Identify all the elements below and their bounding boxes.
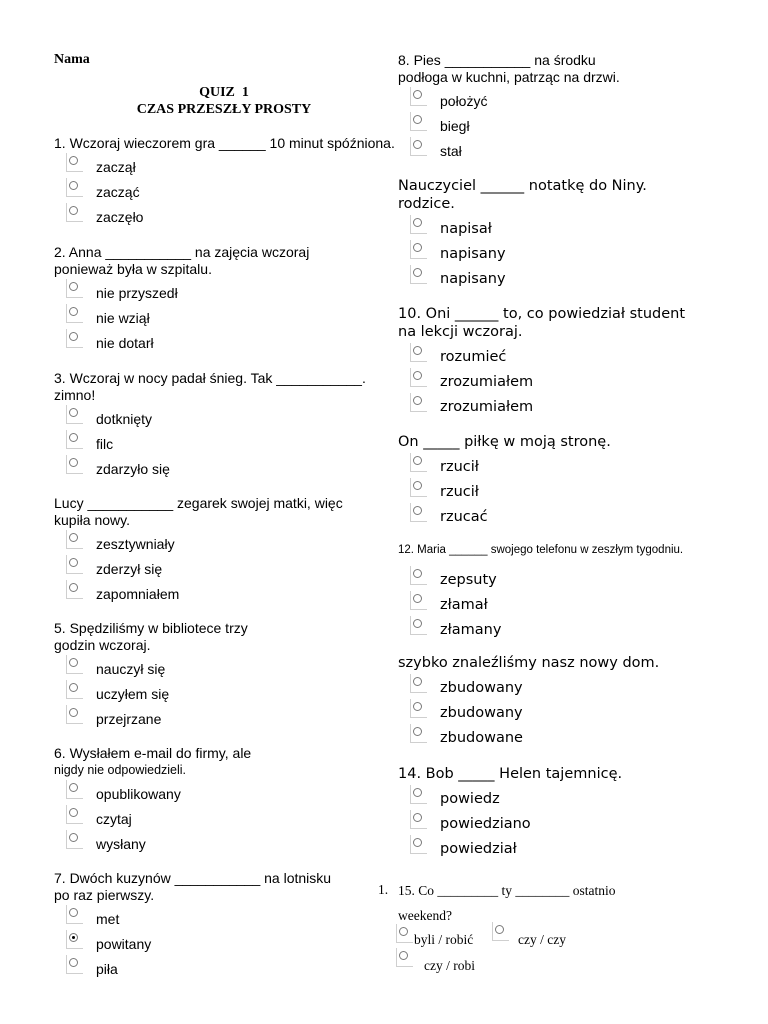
question-text: 14. Bob _____ Helen tajemnicę. [398,766,623,782]
radio-button[interactable] [68,707,82,725]
radio-button[interactable] [412,455,426,473]
option[interactable] [68,331,154,355]
option[interactable] [412,139,462,163]
selected-dot-icon [72,936,75,939]
option-label: nie dotarł [96,335,154,351]
radio-button[interactable] [412,676,426,694]
radio-button[interactable] [68,807,82,825]
option-label: zacząć [96,184,140,200]
radio-button[interactable] [68,582,82,600]
radio-button[interactable] [412,267,426,285]
option[interactable] [412,568,497,592]
option-label: filc [96,436,114,452]
radio-button[interactable] [412,242,426,260]
option[interactable] [68,306,150,330]
radio-button[interactable] [412,787,426,805]
question-text: Nauczyciel ______ notatkę do Niny. [398,178,647,194]
radio-button[interactable] [68,331,82,349]
option[interactable] [412,345,506,369]
option-label: zaczęło [96,209,144,225]
option-label: zbudowany [440,680,523,696]
option-label: stał [440,143,462,159]
option-label: złamał [440,597,488,613]
option[interactable] [412,701,523,725]
radio-button[interactable] [68,957,82,975]
question-text: 1. Wczoraj wieczorem gra ______ 10 minut spóźniona. [54,135,395,151]
radio-button[interactable] [68,180,82,198]
option[interactable] [68,832,146,856]
question-text: 15. Co _________ ty ________ ostatnio [398,883,616,898]
radio-button[interactable] [412,217,426,235]
radio-button[interactable] [412,701,426,719]
radio-button[interactable] [412,812,426,830]
radio-button[interactable] [68,657,82,675]
option-label: powitany [96,936,152,952]
option-label: rzucił [440,484,479,500]
question-14 [398,765,758,857]
option[interactable] [412,676,523,700]
option[interactable] [412,505,488,529]
name-label: Nama [54,52,90,67]
option[interactable] [68,682,169,706]
option[interactable] [68,657,165,681]
option-label: zesztywniały [96,536,175,552]
radio-button[interactable] [412,114,426,132]
option[interactable] [412,837,517,861]
option[interactable] [68,432,113,456]
radio-button[interactable] [68,281,82,299]
radio-button[interactable] [412,593,426,611]
option-label: zepsuty [440,572,497,588]
option[interactable] [412,455,479,479]
radio-button[interactable] [412,89,426,107]
quiz-title: QUIZ 1 [199,85,249,100]
option-label: czy / robi [424,958,475,973]
quiz-subtitle: CZAS PRZESZŁY PROSTY [136,102,312,117]
question-3 [54,370,394,477]
question-text: 6. Wysłałem e-mail do firmy, ale [54,745,252,761]
question-text: On _____ piłkę w moją stronę. [398,434,611,450]
option[interactable] [68,782,181,806]
radio-button[interactable] [68,907,82,925]
question-11 [398,433,758,525]
option-label: rzucać [440,509,488,525]
option-label: zapomniałem [96,586,180,602]
option-label: nauczył się [96,661,166,677]
option-label: napisany [440,246,506,262]
option[interactable] [68,180,140,204]
option[interactable] [68,205,143,229]
question-4 [54,495,394,602]
option-label: powiedział [440,841,517,857]
list-number: 1. [378,882,389,897]
option[interactable] [412,370,533,394]
option-label: opublikowany [96,786,181,802]
option-label: złamany [440,622,502,638]
option-label: dotknięty [96,411,153,427]
option-label: przejrzane [96,711,162,727]
question-text-line2: rodzice. [398,196,455,212]
option[interactable] [398,926,473,950]
option[interactable] [412,267,506,291]
option-label: czytaj [96,811,132,827]
question-text: 8. Pies ___________ na środku [398,52,596,68]
option-label: rzucił [440,459,479,475]
question-text-line2: ponieważ była w szpitalu. [54,261,212,277]
question-15 [398,882,758,973]
option[interactable] [412,593,488,617]
option-label: biegł [440,118,470,134]
radio-button[interactable] [412,370,426,388]
option-label: powiedziano [440,816,531,832]
question-2 [54,244,394,351]
option[interactable] [68,807,132,831]
option-label: zbudowany [440,705,523,721]
question-text-line2: na lekcji wczoraj. [398,324,523,340]
option[interactable] [398,950,475,974]
option[interactable] [412,812,531,836]
option[interactable] [68,281,178,305]
option-label: wysłany [96,836,146,852]
quiz-title-block [54,84,394,118]
option[interactable] [412,217,492,241]
option-label: napisał [440,221,492,237]
question-text-line2: po raz pierwszy. [54,887,155,903]
option-label: piła [96,961,118,977]
question-text-line2: podłoga w kuchni, patrząc na drzwi. [398,69,620,85]
option-label: met [96,911,120,927]
question-12 [398,542,758,638]
radio-button[interactable] [68,205,82,223]
option[interactable] [68,707,161,731]
question-9 [398,177,758,287]
option[interactable] [412,89,487,113]
radio-button[interactable] [494,924,508,942]
question-text-line2: nigdy nie odpowiedzieli. [54,763,187,777]
question-text: 7. Dwóch kuzynów ___________ na lotnisku [54,870,332,886]
option-label: nie przyszedł [96,285,178,301]
question-text: 2. Anna ___________ na zajęcia wczoraj [54,244,310,260]
option[interactable] [68,582,179,606]
question-text: 10. Oni ______ to, co powiedział student [398,306,686,322]
radio-button[interactable] [412,618,426,636]
radio-button[interactable] [398,926,412,944]
option[interactable] [68,457,170,481]
option[interactable] [412,726,523,750]
radio-button[interactable] [68,432,82,450]
radio-button[interactable] [68,557,82,575]
question-text-line2: zimno! [54,387,96,403]
radio-button[interactable] [412,345,426,363]
radio-button[interactable] [412,480,426,498]
option-label: uczyłem się [96,686,170,702]
question-text: 3. Wczoraj w nocy padał śnieg. Tak ___________. [54,370,366,386]
option-label: zbudowane [440,730,523,746]
question-text: 12. Maria ______ swojego telefonu w zeszłym tygodniu. [398,544,684,556]
question-text-line2: kupiła nowy. [54,512,131,528]
question-5 [54,620,394,727]
question-10 [398,305,758,415]
radio-button[interactable] [412,568,426,586]
radio-button[interactable] [398,950,412,968]
option-label: zrozumiałem [440,374,534,390]
question-text-line2: weekend? [398,908,452,923]
radio-button[interactable] [68,682,82,700]
option-label: byli / robić [414,932,474,947]
radio-button[interactable] [412,837,426,855]
option-label: nie wziął [96,310,150,326]
radio-button-selected[interactable] [68,932,82,950]
radio-button[interactable] [68,155,82,173]
radio-button[interactable] [412,505,426,523]
option[interactable] [494,924,566,948]
option[interactable] [412,480,479,504]
radio-button[interactable] [68,832,82,850]
option[interactable] [68,532,175,556]
radio-button[interactable] [68,407,82,425]
radio-button[interactable] [68,457,82,475]
radio-button[interactable] [412,726,426,744]
option-label: napisany [440,271,506,287]
option-label: zaczął [96,159,136,175]
option-label: zderzył się [96,561,163,577]
option-label: rozumieć [440,349,507,365]
radio-button[interactable] [68,306,82,324]
option[interactable] [68,907,119,931]
question-text: szybko znaleźliśmy nasz nowy dom. [398,655,660,671]
option[interactable] [412,242,506,266]
question-text: 5. Spędziliśmy w bibliotece trzy [54,620,248,636]
question-7 [54,870,394,977]
option-label: zrozumiałem [440,399,534,415]
option[interactable] [68,407,152,431]
radio-button[interactable] [412,139,426,157]
question-1 [54,135,395,225]
question-6 [54,745,394,852]
option[interactable] [68,957,118,981]
option-label: czy / czy [518,932,566,947]
option[interactable] [68,932,151,956]
option[interactable] [412,787,500,811]
question-text: Lucy ___________ zegarek swojej matki, więc [54,495,343,511]
option-label: zdarzyło się [96,461,170,477]
option[interactable] [68,557,162,581]
question-8 [398,52,758,159]
radio-button[interactable] [68,532,82,550]
option[interactable] [412,395,533,419]
option[interactable] [68,155,136,179]
option-label: powiedz [440,791,500,807]
question-text-line2: godzin wczoraj. [54,637,151,653]
option-label: położyć [440,93,488,109]
question-13 [398,654,758,746]
option[interactable] [412,114,470,138]
option[interactable] [412,618,501,642]
radio-button[interactable] [68,782,82,800]
radio-button[interactable] [412,395,426,413]
